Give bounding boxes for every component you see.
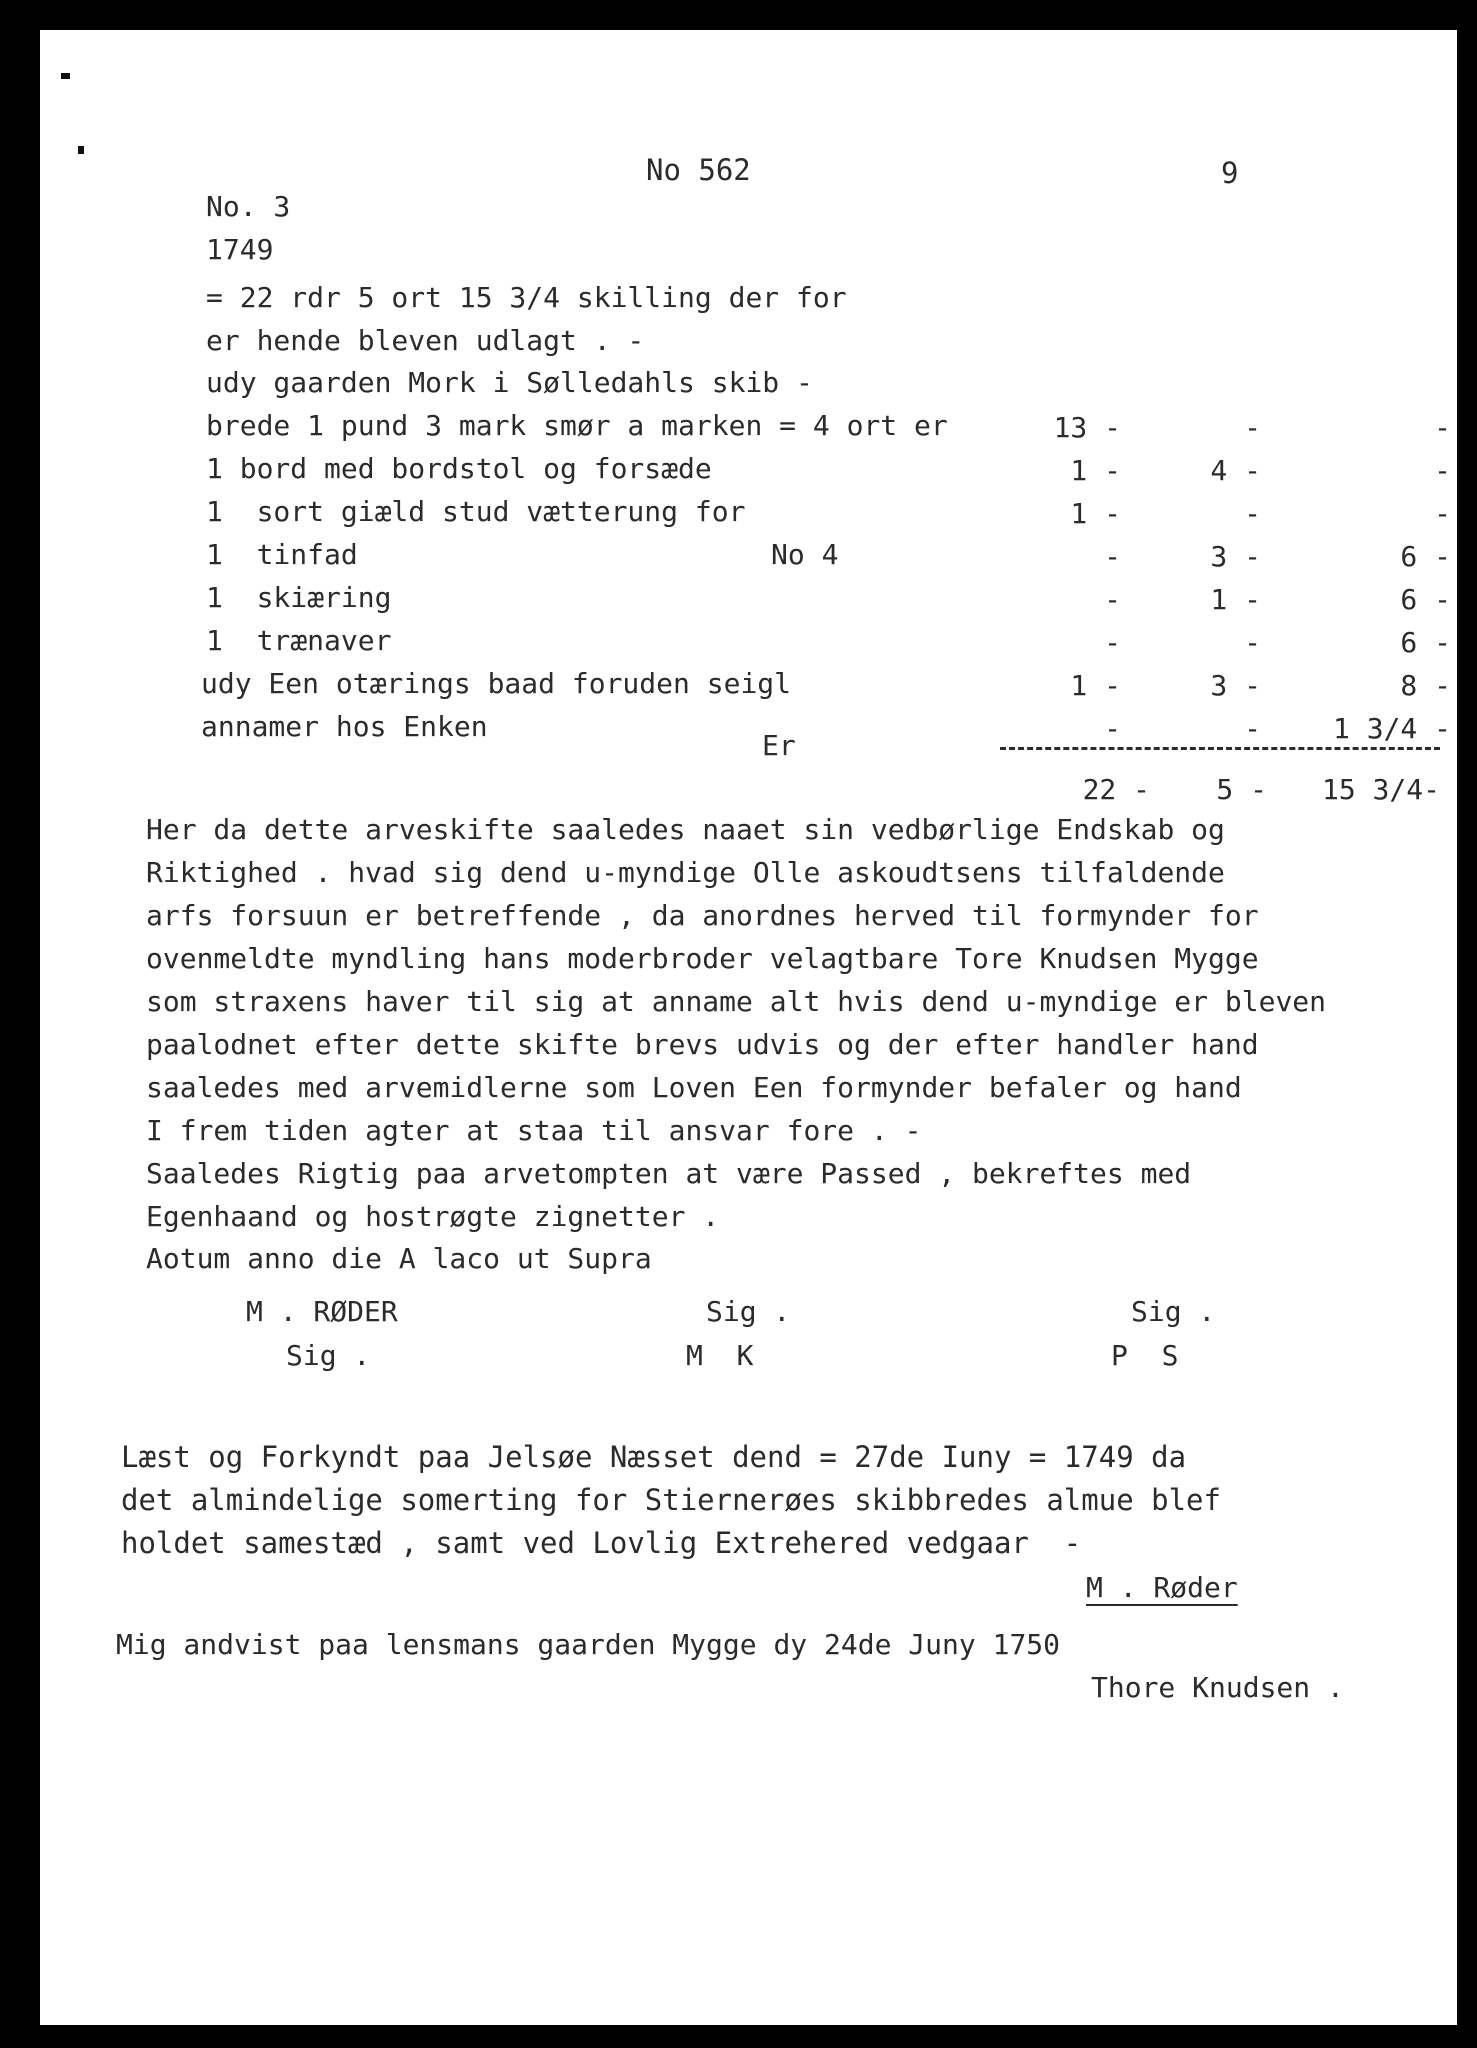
total-rdr: 22 - — [1082, 773, 1150, 806]
ledger-rdr: 1 - — [1070, 669, 1121, 702]
ledger-rdr: 13 - — [1053, 411, 1121, 444]
signature-sig: M K — [686, 1339, 754, 1372]
signature-name: Sig . — [706, 1295, 791, 1328]
body-line: Saaledes Rigtig paa arvetompten at være Passed , bekreftes med — [146, 1157, 1192, 1190]
body-line: paalodnet efter dette skifte brevs udvis og der efter handler hand — [146, 1028, 1259, 1061]
ledger-item: 1 sort giæld stud vætterung for — [206, 495, 746, 528]
ledger-sk: 6 - — [1400, 540, 1451, 573]
ledger-ort: 1 - — [1210, 583, 1261, 616]
ledger-sk: 6 - — [1400, 583, 1451, 616]
ledger-item: 1 skiæring — [206, 581, 392, 614]
ledger-ort: 4 - — [1210, 454, 1261, 487]
doc-number: No. 3 — [206, 190, 291, 223]
ledger-item: brede 1 pund 3 mark smør a marken = 4 ort er — [206, 409, 948, 442]
intro-line: udy gaarden Mork i Sølledahls skib - — [206, 366, 813, 399]
signature-name: Sig . — [1131, 1295, 1216, 1328]
reading-line: holdet samestæd , samt ved Lovlig Extrehered vedgaar - — [121, 1526, 1082, 1560]
archive-ref: No 562 — [646, 153, 751, 187]
final-line: Mig andvist paa lensmans gaarden Mygge dy 24de Juny 1750 — [116, 1628, 1061, 1661]
body-line: ovenmeldte myndling hans moderbroder velagtbare Tore Knudsen Mygge — [146, 942, 1259, 975]
reading-line: Læst og Forkyndt paa Jelsøe Næsset dend = 27de Iuny = 1749 da — [121, 1440, 1187, 1474]
ledger-rdr: - — [1104, 712, 1121, 745]
ledger-ort: - — [1244, 411, 1261, 444]
ledger-rdr: - — [1104, 540, 1121, 573]
total-ort: 5 - — [1216, 773, 1267, 806]
ledger-rdr: - — [1104, 583, 1121, 616]
intro-line: = 22 rdr 5 ort 15 3/4 skilling der for — [206, 281, 847, 314]
body-line: Aotum anno die A laco ut Supra — [146, 1242, 652, 1275]
reading-signature: M . Røder — [1086, 1571, 1238, 1604]
reading-line: det almindelige somerting for Stiernerøes skibbredes almue blef — [121, 1483, 1221, 1517]
ledger-item: annamer hos Enken — [201, 710, 488, 743]
total-sk: 15 3/4- — [1321, 773, 1440, 806]
ledger-item: 1 trænaver — [206, 624, 392, 657]
signature-name: M . RØDER — [246, 1295, 398, 1328]
ledger-ort: 3 - — [1210, 669, 1261, 702]
ledger-sk: 8 - — [1400, 669, 1451, 702]
signature-sig: Sig . — [286, 1339, 371, 1372]
ledger-sk: 6 - — [1400, 626, 1451, 659]
ledger-ort: 3 - — [1210, 540, 1261, 573]
doc-year: 1749 — [206, 233, 274, 266]
body-line: Riktighed . hvad sig dend u-myndige Olle askoudtsens tilfaldende — [146, 856, 1225, 889]
ledger-sk: - — [1434, 454, 1451, 487]
ledger-ort: - — [1244, 497, 1261, 530]
er-label: Er — [762, 729, 796, 762]
ledger-sk: - — [1434, 497, 1451, 530]
intro-line: er hende bleven udlagt . - — [206, 324, 645, 357]
body-line: arfs forsuun er betreffende , da anordnes herved til formynder for — [146, 899, 1259, 932]
scan-speck — [78, 146, 84, 154]
ledger-ort: - — [1244, 626, 1261, 659]
sum-rule — [1000, 747, 1440, 750]
body-line: Egenhaand og hostrøgte zignetter . — [146, 1200, 720, 1233]
document-page — [40, 30, 1457, 2025]
ledger-item: 1 tinfad — [206, 538, 358, 571]
ledger-item: udy Een otærings baad foruden seigl — [201, 667, 792, 700]
body-line: saaledes med arvemidlerne som Loven Een formynder befaler og hand — [146, 1071, 1242, 1104]
ledger-rdr: 1 - — [1070, 497, 1121, 530]
body-line: I frem tiden agter at staa til ansvar fore . - — [146, 1114, 922, 1147]
ledger-note: No 4 — [771, 538, 839, 571]
scan-speck — [61, 73, 70, 79]
ledger-rdr: - — [1104, 626, 1121, 659]
ledger-rdr: 1 - — [1070, 454, 1121, 487]
body-line: Her da dette arveskifte saaledes naaet sin vedbørlige Endskab og — [146, 813, 1225, 846]
final-signature: Thore Knudsen . — [1091, 1671, 1344, 1704]
ledger-sk: 1 3/4 - — [1332, 712, 1451, 745]
ledger-sk: - — [1434, 411, 1451, 444]
body-line: som straxens haver til sig at anname alt hvis dend u-myndige er bleven — [146, 985, 1327, 1018]
page-number: 9 — [1221, 156, 1239, 190]
ledger-ort: - — [1244, 712, 1261, 745]
ledger-item: 1 bord med bordstol og forsæde — [206, 452, 712, 485]
signature-sig: P S — [1111, 1339, 1179, 1372]
